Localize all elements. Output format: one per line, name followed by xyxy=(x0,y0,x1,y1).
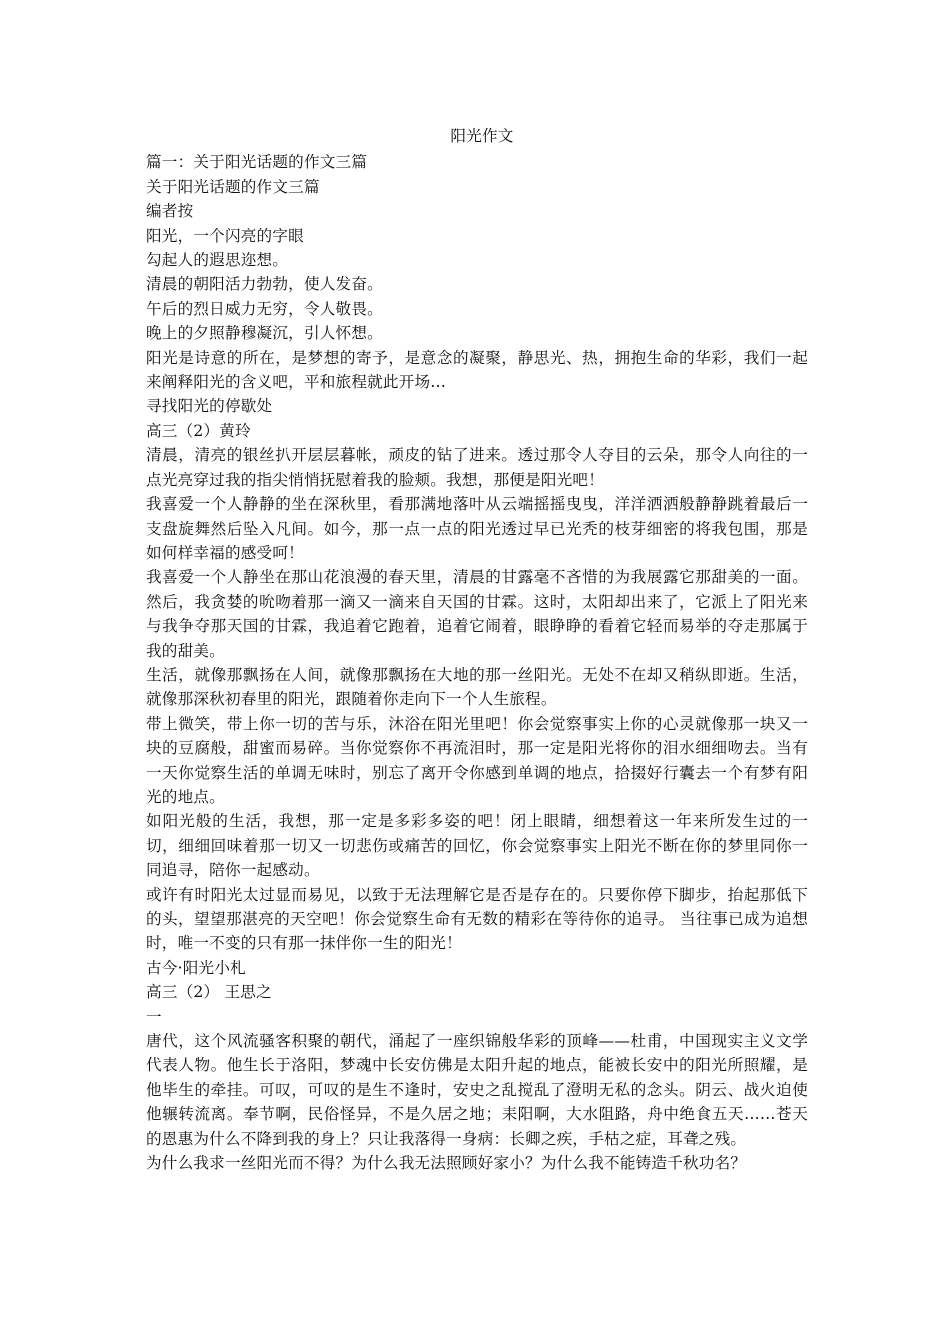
paragraph: 晚上的夕照静穆凝沉，引人怀想。 xyxy=(146,324,383,343)
paragraph: 阳光，一个闪亮的字眼 xyxy=(146,226,304,245)
paragraph: 为什么我求一丝阳光而不得？为什么我无法照顾好家小？为什么我不能铸造千秋功名？ xyxy=(146,1154,747,1173)
paragraph: 午后的烈日威力无穷，令人敬畏。 xyxy=(146,299,383,318)
paragraph: 我喜爱一个人静坐在那山花浪漫的春天里，清晨的甘露毫不吝惜的为我展露它那甜美的一面。然后，我贪婪的吮吻着那一滴又一滴来自天国的甘霖。这时，太阳却出来了，它派上了阳光来与我争夺那天国的甘霖，我追着它跑着，追着它闹着，眼睁睁的看着它轻而易举的夺走那属于我的甜美。 xyxy=(146,568,808,660)
paragraph: 生活，就像那飘扬在人间，就像那飘扬在大地的那一丝阳光。无处不在却又稍纵即逝。生活，就像那深秋初春里的阳光，跟随着你走向下一个人生旅程。 xyxy=(146,665,808,709)
document-body xyxy=(146,124,808,1175)
paragraph: 勾起人的遐思迩想。 xyxy=(146,251,289,270)
paragraph-list xyxy=(146,150,808,1175)
paragraph: 清晨的朝阳活力勃勃，使人发奋。 xyxy=(146,275,383,294)
document-title: 阳光作文 xyxy=(450,127,514,145)
paragraph: 阳光是诗意的所在，是梦想的寄予，是意念的凝聚，静思光、热，拥抱生命的华彩，我们一起来阐释阳光的含义吧，平和旅程就此开场… xyxy=(146,348,808,392)
paragraph: 古今·阳光小札 xyxy=(146,958,246,977)
paragraph: 高三（2） 王思之 xyxy=(146,983,272,1002)
paragraph: 高三（2）黄玲 xyxy=(146,421,251,440)
paragraph: 寻找阳光的停歇处 xyxy=(146,397,273,416)
paragraph: 如阳光般的生活，我想，那一定是多彩多姿的吧！闭上眼睛，细想着这一年来所发生过的一切，细细回味着那一切又一切悲伤或痛苦的回忆，你会觉察事实上阳光不断在你的梦里同你一同追寻，陪你一起感动。 xyxy=(146,812,808,880)
paragraph: 编者按 xyxy=(146,202,194,221)
paragraph: 或许有时阳光太过显而易见，以致于无法理解它是否是存在的。只要你停下脚步，抬起那低下的头，望望那湛亮的天空吧！你会觉察生命有无数的精彩在等待你的追寻。 当往事已成为追想时，唯一不变的只有那一抹伴你一生的阳光！ xyxy=(146,885,808,953)
paragraph: 关于阳光话题的作文三篇 xyxy=(146,177,320,196)
paragraph: 清晨，清亮的银丝扒开层层暮帐，顽皮的钻了进来。透过那令人夺目的云朵，那令人向往的一点光亮穿过我的指尖悄悄抚慰着我的脸颊。我想，那便是阳光吧！ xyxy=(146,446,808,489)
paragraph: 带上微笑，带上你一切的苦与乐，沐浴在阳光里吧！你会觉察事实上你的心灵就像那一块又一块的豆腐般，甜蜜而易碎。当你觉察你不再流泪时，那一定是阳光将你的泪水细细吻去。当有一天你觉察生活的单调无味时，别忘了离开令你感到单调的地点，拾掇好行囊去一个有梦有阳光的地点。 xyxy=(146,714,808,806)
paragraph: 唐代，这个风流骚客积聚的朝代，涌起了一座织锦般华彩的顶峰——杜甫，中国现实主义文学代表人物。他生长于洛阳，梦魂中长安仿佛是太阳升起的地点，能被长安中的阳光所照耀，是他毕生的牵挂。可叹，可叹的是生不逢时，安史之乱搅乱了澄明无私的念头。阴云、战火迫使他辗转流离。奉节啊，民俗怪异，不是久居之地；耒阳啊，大水阻路，舟中绝食五天……苍天的恩惠为什么不降到我的身上？只让我落得一身病：长卿之疾，手枯之症，耳聋之残。 xyxy=(146,1032,808,1148)
paragraph: 篇一：关于阳光话题的作文三篇 xyxy=(146,153,368,172)
paragraph: 一 xyxy=(146,1007,162,1026)
paragraph: 我喜爱一个人静静的坐在深秋里，看那满地落叶从云端摇摇曳曳，洋洋洒洒般静静跳着最后一支盘旋舞然后坠入凡间。如今，那一点一点的阳光透过早已光秃的枝芽细密的将我包围，那是如何样幸福的感受呵！ xyxy=(146,495,808,562)
